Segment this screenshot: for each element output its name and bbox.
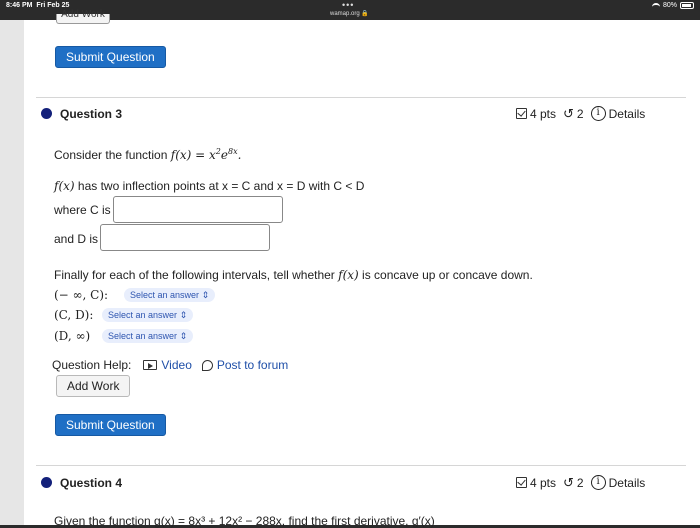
checkbox-icon [516,477,527,488]
video-link[interactable]: Video [161,358,192,372]
interval-select-2[interactable]: Select an answer ⇕ [102,308,193,322]
function-expression: $f(x) = x^2e^{8x}$. [170,147,242,162]
wifi-icon [652,3,660,9]
retry-icon: ↺ [563,105,574,121]
interval-select-3[interactable]: Select an answer ⇕ [102,329,193,343]
interval-label-3: (D, ∞) [54,329,91,343]
retries-count: 2 [576,475,584,490]
question-3-title: Question 3 [60,107,123,121]
retry-icon: ↺ [563,474,574,490]
details-link[interactable]: Details [608,106,646,121]
interval-select-1[interactable]: Select an answer ⇕ [124,288,215,302]
points-label: 4 pts [530,106,557,121]
submit-question-button[interactable]: Submit Question [55,46,166,68]
post-to-forum-link[interactable]: Post to forum [216,358,289,372]
submit-question-button[interactable]: Submit Question [55,414,166,436]
question-3-meta [516,106,645,121]
status-time-date: 8:46 PM Fri Feb 25 [6,2,70,9]
left-gutter [0,20,24,525]
info-icon[interactable]: i [591,106,606,121]
inflection-statement: f(x) has two inflection points at x = C and x = D with C < D [54,179,365,193]
and-d-label: and D is [54,232,99,246]
interval-label-2: (C, D): [54,308,94,322]
answer-d-input[interactable] [100,224,270,251]
status-indicators [652,2,694,9]
add-work-button[interactable]: Add Work [56,375,130,397]
add-work-button-partial[interactable]: Add Work [56,14,110,24]
question-4-title: Question 4 [60,476,123,490]
address-bar-url[interactable]: wamap.org 🔒 [330,11,369,17]
interval-label-1: (− ∞, C): [54,288,109,302]
forum-icon[interactable] [202,360,213,371]
question-status-dot [41,108,52,119]
question-4-intro: Given the function g(x) = 8x³ + 12x² − 288x, find the first derivative, g′(x) [54,514,435,528]
question-help [52,358,288,372]
battery-percent: 80% [662,2,677,9]
tab-dots-icon[interactable]: ••• [342,0,355,10]
retries-count: 2 [576,106,584,121]
info-icon[interactable]: i [591,475,606,490]
checkbox-icon [516,108,527,119]
question-4-meta [516,475,645,490]
chevron-updown-icon: ⇕ [179,331,188,341]
divider [36,465,686,466]
question-intro: Consider the function $f(x) = x^2e^{8x}$. [54,147,242,162]
chevron-updown-icon: ⇕ [179,310,188,320]
battery-icon [680,2,694,9]
question-help-label: Question Help: [52,358,132,372]
video-icon[interactable] [143,360,157,370]
where-c-label: where C is [54,203,111,217]
answer-c-input[interactable] [113,196,283,223]
details-link[interactable]: Details [608,475,646,490]
question-status-dot [41,477,52,488]
divider [36,97,686,98]
points-label: 4 pts [530,475,557,490]
concavity-instructions: Finally for each of the following intervals, tell whether f(x) is concave up or concave down. [54,268,533,282]
chevron-updown-icon: ⇕ [201,290,210,300]
